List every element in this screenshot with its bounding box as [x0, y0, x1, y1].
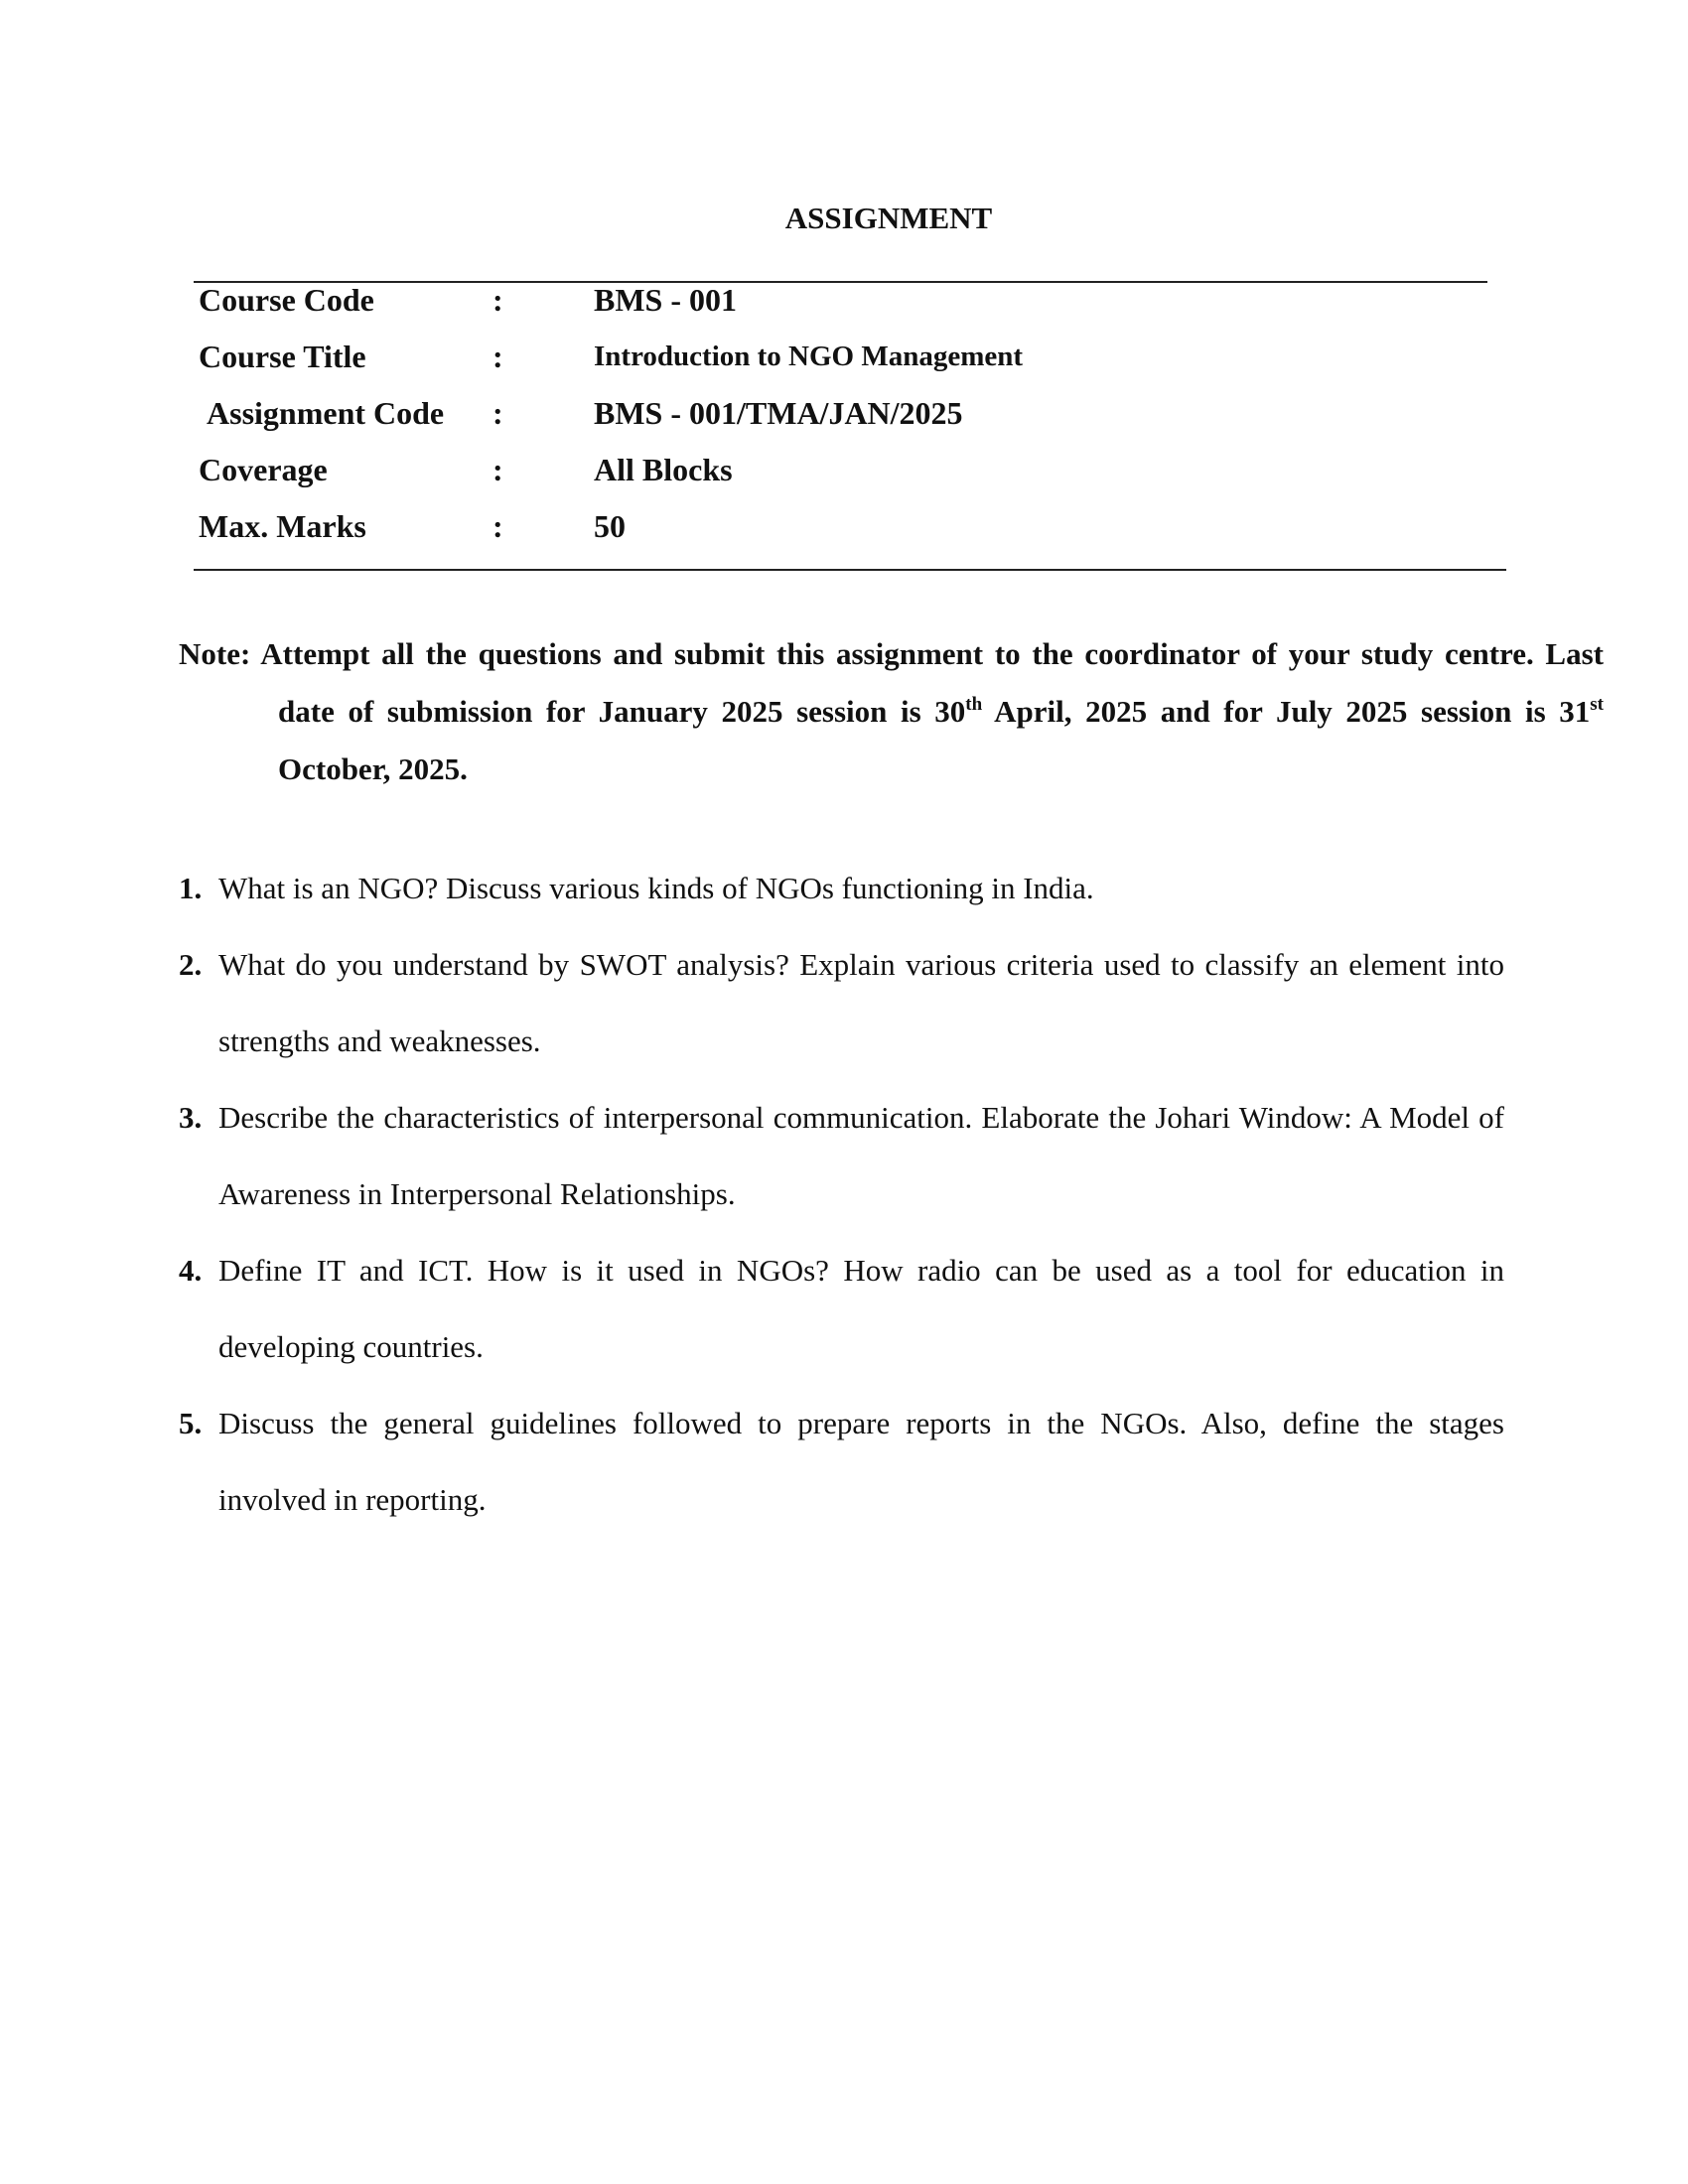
- page-title: ASSIGNMENT: [784, 201, 993, 235]
- meta-row-coverage: [0, 452, 1688, 508]
- question-number: 3.: [179, 1100, 203, 1135]
- meta-row-assignment-code: [0, 395, 1688, 452]
- meta-row-max-marks: [0, 508, 1688, 565]
- question-text: Describe the characteristics of interpersonal communication. Elaborate the Johari Window: A Model of Awareness in Interpersonal Relationships.: [218, 1100, 1504, 1211]
- coverage-colon: :: [492, 452, 503, 487]
- bottom-divider: [194, 569, 1506, 571]
- max-marks-colon: :: [492, 508, 503, 544]
- note-superscript-th: th: [965, 694, 983, 715]
- coverage-value: All Blocks: [594, 452, 733, 487]
- course-code-value: BMS - 001: [594, 282, 737, 318]
- meta-row-course-title: [0, 339, 1688, 395]
- assignment-code-colon: :: [492, 395, 503, 431]
- question-number: 4.: [179, 1253, 203, 1288]
- question-item: [179, 850, 1504, 926]
- submission-note: [179, 625, 1604, 798]
- question-text: What do you understand by SWOT analysis? Explain various criteria used to classify an element into strengths and weaknesses.: [218, 947, 1504, 1058]
- note-text-part3: October, 2025.: [278, 751, 468, 786]
- question-number: 2.: [179, 947, 203, 982]
- question-number: 1.: [179, 871, 203, 905]
- course-title-label: Course Title: [199, 339, 366, 374]
- question-list: [179, 850, 1504, 1538]
- note-text-part2: April, 2025 and for July 2025 session is 31: [982, 694, 1591, 729]
- assignment-code-label: Assignment Code: [207, 395, 445, 431]
- question-item: [179, 1232, 1504, 1385]
- course-code-label: Course Code: [199, 282, 374, 318]
- meta-row-course-code: [0, 282, 1688, 339]
- max-marks-value: 50: [594, 508, 626, 544]
- course-title-colon: :: [492, 339, 503, 374]
- note-superscript-st: st: [1590, 694, 1604, 715]
- question-item: [179, 1385, 1504, 1538]
- question-item: [179, 926, 1504, 1079]
- max-marks-label: Max. Marks: [199, 508, 366, 544]
- course-title-value: Introduction to NGO Management: [594, 341, 1024, 372]
- question-text: Define IT and ICT. How is it used in NGOs? How radio can be used as a tool for education in developing countries.: [218, 1253, 1504, 1364]
- coverage-label: Coverage: [199, 452, 328, 487]
- course-code-colon: :: [492, 282, 503, 318]
- question-text: Discuss the general guidelines followed to prepare reports in the NGOs. Also, define the stages involved in reporting.: [218, 1406, 1504, 1517]
- question-text: What is an NGO? Discuss various kinds of NGOs functioning in India.: [218, 871, 1094, 905]
- assignment-code-value: BMS - 001/TMA/JAN/2025: [594, 395, 963, 431]
- question-item: [179, 1079, 1504, 1232]
- question-number: 5.: [179, 1406, 203, 1440]
- note-text-part1: Note: Attempt all the questions and submit this assignment to the coordinator of your study centre. Last date of submission for January 2025 session is 30: [179, 636, 1604, 729]
